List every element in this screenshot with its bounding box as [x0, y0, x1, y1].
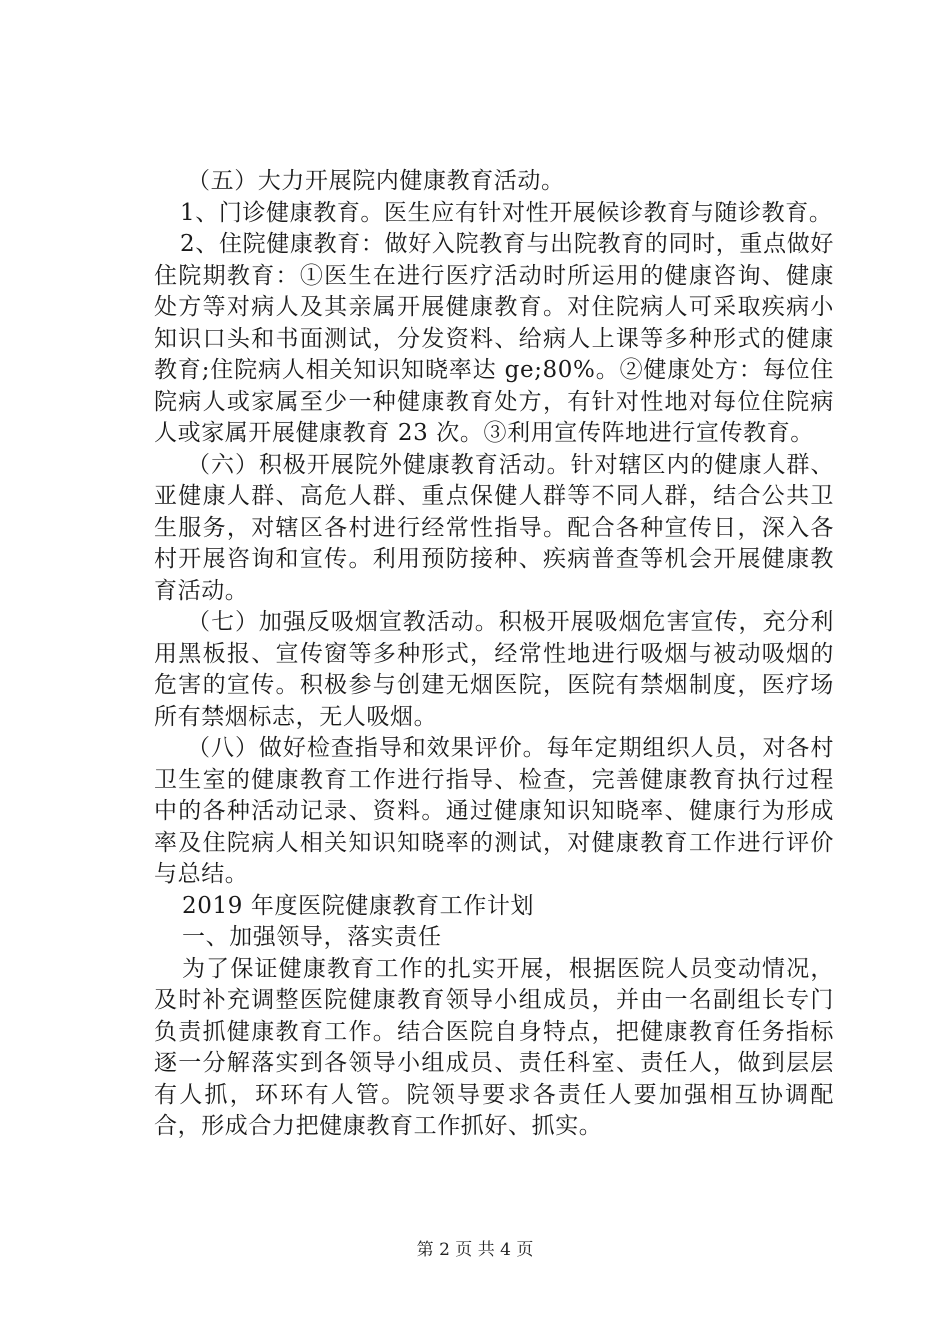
page-footer: 第 2 页 共 4 页: [416, 1240, 534, 1260]
paragraph-section-eight: （八）做好检查指导和效果评价。每年定期组织人员，对各村卫生室的健康教育工作进行指导、检查，完善健康教育执行过程中的各种活动记录、资料。通过健康知识知晓率、健康行为形成率及住院病人相关知识知晓率的测试，对健康教育工作进行评价与总结。: [154, 735, 834, 887]
document-body: [154, 166, 834, 1143]
paragraph-section-seven: （七）加强反吸烟宣教活动。积极开展吸烟危害宣传，充分利用黑板报、宣传窗等多种形式，经常性地进行吸烟与被动吸烟的危害的宣传。积极参与创建无烟医院，医院有禁烟制度，医疗场所有禁烟标志，无人吸烟。: [154, 609, 834, 730]
paragraph-inpatient-education: 2、住院健康教育：做好入院教育与出院教育的同时，重点做好住院期教育：①医生在进行医疗活动时所运用的健康咨询、健康处方等对病人及其亲属开展健康教育。对住院病人可采取疾病小知识口头和书面测试，分发资料、给病人上课等多种形式的健康教育;住院病人相关知识知晓率达 ge;80%。②健康处方：每位住院病人或家属至少一种健康教育处方，有针对性地对每位住院病人或家属开展健康教育 23 次。③利用宣传阵地进行宣传教育。: [154, 231, 834, 446]
paragraph-section-six: （六）积极开展院外健康教育活动。针对辖区内的健康人群、亚健康人群、高危人群、重点保健人群等不同人群，结合公共卫生服务，对辖区各村进行经常性指导。配合各种宣传日，深入各村开展咨询和宣传。利用预防接种、疾病普查等机会开展健康教育活动。: [154, 451, 834, 604]
section-heading-one: 一、加强领导，落实责任: [182, 924, 442, 950]
paragraph-outpatient-education: 1、门诊健康教育。医生应有针对性开展候诊教育与随诊教育。: [180, 199, 833, 226]
plan-title: 2019 年度医院健康教育工作计划: [182, 892, 535, 919]
paragraph-leadership: 为了保证健康教育工作的扎实开展，根据医院人员变动情况，及时补充调整医院健康教育领导小组成员，并由一名副组长专门负责抓健康教育工作。结合医院自身特点，把健康教育任务指标逐一分解落实到各领导小组成员、责任科室、责任人，做到层层有人抓，环环有人管。院领导要求各责任人要加强相互协调配合，形成合力把健康教育工作抓好、抓实。: [154, 955, 834, 1139]
section-heading-five: （五）大力开展院内健康教育活动。: [187, 168, 565, 194]
